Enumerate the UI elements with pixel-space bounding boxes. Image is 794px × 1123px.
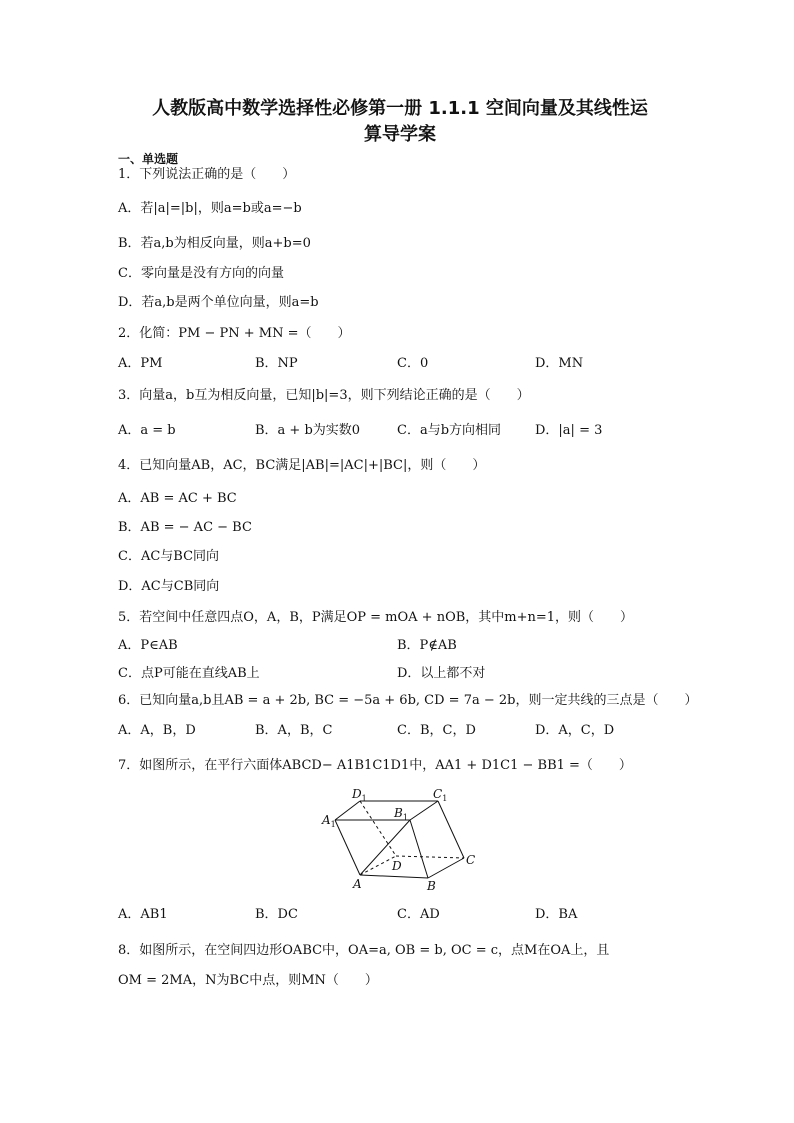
q4-option-c: C．AC与BC同向 — [118, 549, 220, 564]
q1-option-d: D．若a,b是两个单位向量，则a=b — [118, 295, 319, 310]
q8-stem-line-2: OM = 2MA，N为BC中点，则MN（ ） — [118, 973, 378, 988]
edge-a1a — [335, 820, 360, 875]
q3-option-b: B．a + b为实数0 — [255, 423, 361, 438]
q5-stem: 5．若空间中任意四点O，A，B，P满足OP = mOA + nOB，其中m+n=1，则（ ） — [118, 610, 634, 625]
label-d: D — [392, 859, 402, 873]
edge-dc-hidden — [396, 856, 464, 858]
q2-option-a: A．PM — [118, 356, 163, 371]
q2-option-d: D．MN — [535, 356, 584, 371]
edge-ad-hidden — [360, 856, 396, 875]
title-line-1: 人教版高中数学选择性必修第一册 1.1.1 空间向量及其线性运 — [152, 98, 648, 119]
q7-option-a: A．AB1 — [118, 907, 168, 922]
q4-option-d: D．AC与CB同向 — [118, 579, 220, 594]
q5-option-d: D．以上都不对 — [397, 666, 486, 681]
edge-b1c1 — [410, 801, 438, 820]
q2-stem: 2．化简：PM − PN + MN =（ ） — [118, 326, 351, 341]
q7-option-c: C．AD — [397, 907, 440, 922]
q2-option-b: B．NP — [255, 356, 298, 371]
edge-b1b — [410, 820, 428, 878]
edge-d1a1 — [335, 801, 360, 820]
q8-stem-line-1: 8．如图所示，在空间四边形OABC中，OA=a, OB = b, OC = c，点M在OA上，且 — [118, 943, 610, 958]
label-a: A — [353, 877, 362, 891]
q2-option-c: C．0 — [397, 356, 429, 371]
label-c1: $C_1$ — [433, 787, 448, 803]
label-b: B — [427, 879, 436, 893]
q1-option-b: B．若a,b为相反向量，则a+b=0 — [118, 236, 311, 251]
label-d1: $D_1$ — [352, 787, 367, 803]
q7-option-d: D．BA — [535, 907, 578, 922]
section-heading: 一、单选题 — [118, 152, 179, 166]
q1-option-c: C．零向量是没有方向的向量 — [118, 266, 284, 281]
q4-stem: 4．已知向量AB，AC，BC满足|AB|=|AC|+|BC|，则（ ） — [118, 458, 486, 473]
q1-option-a: A．若|a|=|b|，则a=b或a=−b — [118, 201, 302, 216]
q3-stem: 3．向量a，b互为相反向量，已知|b|=3，则下列结论正确的是（ ） — [118, 388, 530, 403]
q1-stem: 1．下列说法正确的是（ ） — [118, 167, 296, 182]
q6-stem: 6．已知向量a,b且AB = a + 2b, BC = −5a + 6b, CD = 7a − 2b，则一定共线的三点是（ ） — [118, 693, 698, 708]
edge-d1d-hidden — [360, 801, 396, 856]
edge-ab1 — [360, 820, 410, 875]
q3-option-a: A．a = b — [118, 423, 176, 438]
q4-option-a: A．AB = AC + BC — [118, 491, 237, 506]
q3-option-c: C．a与b方向相同 — [397, 423, 502, 438]
label-b1: $B_1$ — [394, 806, 408, 822]
q7-option-b: B．DC — [255, 907, 298, 922]
q5-option-c: C．点P可能在直线AB上 — [118, 666, 260, 681]
label-a1: $A_1$ — [322, 813, 336, 829]
q5-option-a: A．P∈AB — [118, 638, 178, 653]
q6-option-b: B．A，B，C — [255, 723, 333, 738]
label-c: C — [466, 853, 476, 867]
q6-option-c: C．B，C，D — [397, 723, 476, 738]
title-line-2: 算导学案 — [364, 124, 436, 145]
parallelepiped-figure — [318, 786, 488, 896]
q6-option-a: A．A，B，D — [118, 723, 196, 738]
q3-option-d: D．|a| = 3 — [535, 423, 603, 438]
document-title — [110, 96, 690, 148]
edge-ab — [360, 875, 428, 878]
edge-bc — [428, 858, 464, 878]
q6-option-d: D．A，C，D — [535, 723, 615, 738]
q7-stem: 7．如图所示，在平行六面体ABCD− A1B1C1D1中，AA1 + D1C1 − BB1 =（ ） — [118, 758, 632, 773]
q5-option-b: B．P∉AB — [397, 638, 457, 653]
edge-c1c — [438, 801, 464, 858]
q4-option-b: B．AB = − AC − BC — [118, 520, 252, 535]
